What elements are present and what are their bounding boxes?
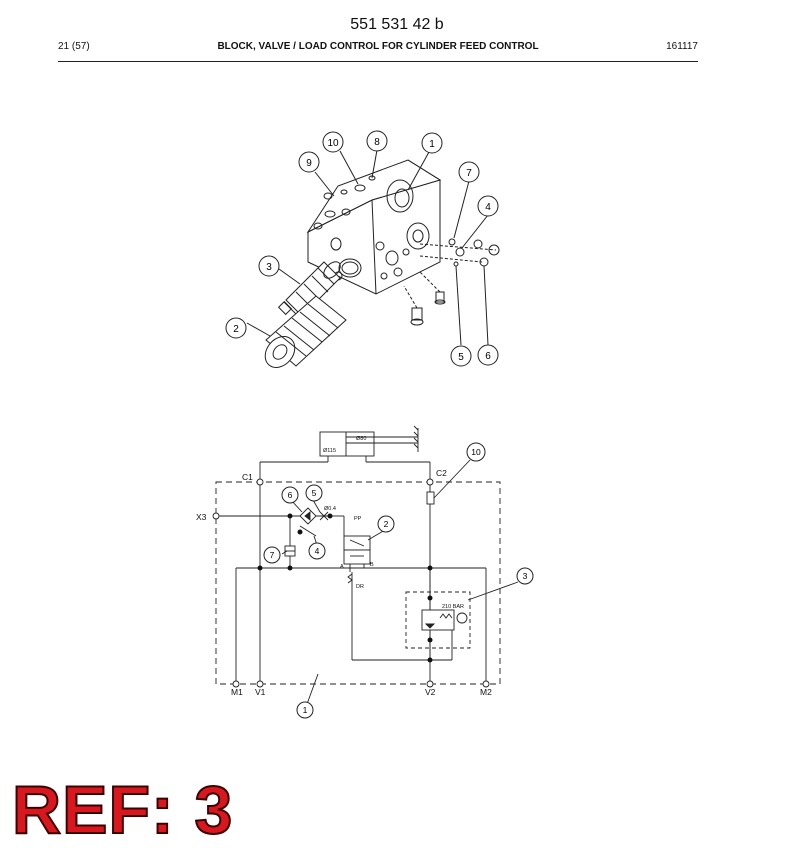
callout-balloon (297, 702, 313, 718)
valve-dr-label: DR (356, 584, 364, 590)
port-m1-label: M1 (231, 687, 243, 697)
valve-b-label: B (370, 562, 374, 568)
svg-text:7: 7 (269, 550, 275, 560)
svg-text:6: 6 (485, 351, 491, 362)
page-reference: 21 (57) (58, 41, 90, 52)
port-v1-label: V1 (255, 687, 266, 697)
bore-diameter-label: Ø115 (323, 448, 337, 454)
svg-text:7: 7 (466, 168, 472, 179)
svg-text:4: 4 (485, 202, 491, 213)
callout-balloon (467, 443, 485, 461)
relief-setting-label: 210 BAR (442, 604, 465, 610)
document-number: 551 531 42 b (350, 16, 444, 33)
callout-balloon (378, 516, 394, 532)
callout-balloon (306, 485, 322, 501)
svg-text:9: 9 (306, 158, 312, 169)
document-date: 161117 (666, 41, 698, 52)
port-c1-label: C1 (242, 472, 253, 482)
schematic-labels (196, 436, 492, 697)
callout-balloon (226, 318, 246, 338)
hydraulic-schematic (216, 426, 518, 704)
cylinder-symbol (260, 426, 430, 482)
svg-text:5: 5 (458, 352, 464, 363)
callout-balloon (478, 345, 498, 365)
callout-balloon (422, 133, 442, 153)
reference-stamp: REF: 3 (12, 772, 234, 848)
callout-balloon (517, 568, 533, 584)
svg-text:1: 1 (429, 139, 435, 150)
svg-text:1: 1 (302, 705, 308, 715)
valve-a-label: A (340, 564, 344, 570)
bottom-plugs (404, 272, 445, 325)
block-outline (216, 482, 500, 684)
callout-balloon (299, 152, 319, 172)
valve-pp-label: PP (354, 516, 362, 522)
svg-text:2: 2 (383, 519, 389, 529)
callout-balloon (478, 196, 498, 216)
svg-text:10: 10 (327, 138, 339, 149)
orifice-label: Ø0.4 (324, 506, 336, 512)
callout-balloon (367, 131, 387, 151)
svg-text:3: 3 (266, 262, 272, 273)
callout-balloon (282, 487, 298, 503)
port-c2-label: C2 (436, 468, 447, 478)
callout-balloon (323, 132, 343, 152)
callout-balloon (451, 346, 471, 366)
svg-text:8: 8 (374, 137, 380, 148)
svg-text:3: 3 (522, 571, 528, 581)
port-markers (213, 479, 489, 687)
callout-balloon (259, 256, 279, 276)
svg-text:6: 6 (287, 490, 293, 500)
callout-balloon (309, 543, 325, 559)
svg-text:5: 5 (311, 488, 317, 498)
svg-text:2: 2 (233, 324, 239, 335)
solenoid-coil (259, 296, 346, 373)
exploded-view (247, 150, 499, 373)
schematic-callouts (264, 443, 533, 718)
callout-balloon (459, 162, 479, 182)
port-v2-label: V2 (425, 687, 436, 697)
callout-balloon (264, 547, 280, 563)
svg-text:10: 10 (471, 447, 481, 457)
port-x3-label: X3 (196, 512, 207, 522)
rod-diameter-label: Ø80 (356, 436, 367, 442)
svg-text:4: 4 (314, 546, 320, 556)
port-m2-label: M2 (480, 687, 492, 697)
document-title: BLOCK, VALVE / LOAD CONTROL FOR CYLINDER FEED CONTROL (217, 41, 539, 52)
